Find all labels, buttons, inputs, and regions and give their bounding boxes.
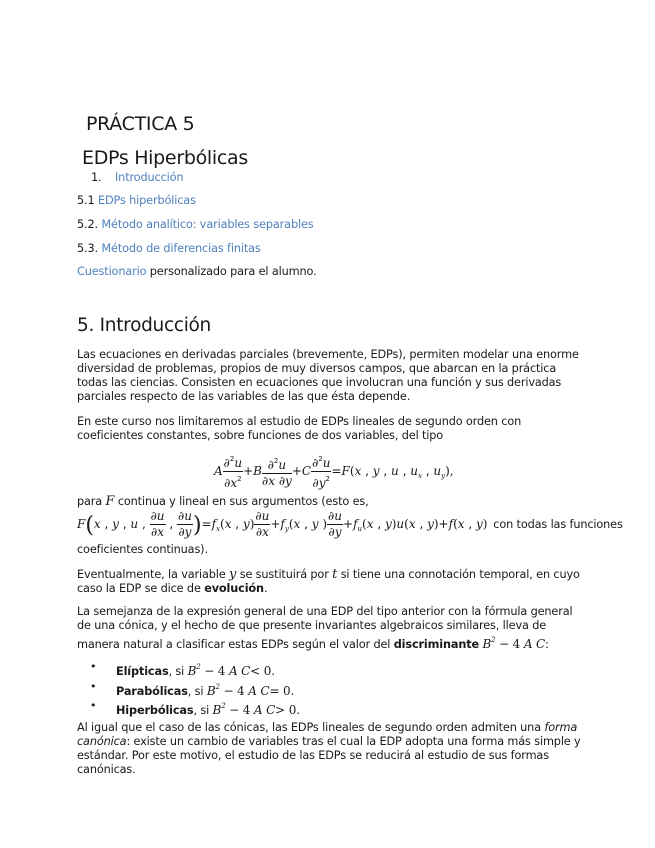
linearity-equation: F(x , y , u , $\frac{\partial u}{\partial x}$ , $\frac{\partial u}{\partial y}$ )$=f_x(x$ , y) $\frac{\partial u}{\partial x}$ $+f_y(x$ , y ) $\frac{\partial u}{\partial y}$ $+f_u(x$ , y)u(x , y)+f(x , y) con todas las funciones xyxy=(77,509,623,539)
text-edp-evolucion: la EDP se dice de xyxy=(105,582,201,595)
class-condition: < 0. xyxy=(250,664,275,678)
page-subtitle: EDPs Hiperbólicas xyxy=(82,147,248,169)
toc-item xyxy=(77,218,314,232)
bullet-icon: • xyxy=(90,699,97,712)
list-item-hiperbolicas: Hiperbólicas, si $B^2 - 4$ A C> 0. xyxy=(116,702,300,717)
toc-link-metodo-analitico[interactable]: Método analítico: variables separables xyxy=(101,218,314,231)
list-item-elipticas: Elípticas, si $B^2 - 4$ A C< 0. xyxy=(116,663,275,678)
toc-item xyxy=(77,242,261,256)
text-connotacion: si tiene una connotación temporal, en cuyo caso xyxy=(77,568,580,595)
section-heading: 5. Introducción xyxy=(77,315,211,336)
text-eventualmente: Eventualmente, la variable xyxy=(77,568,226,581)
toc-item-number: 1. xyxy=(91,171,102,184)
text-sustituira: se sustituirá por xyxy=(239,568,329,581)
toc-item xyxy=(77,194,196,208)
class-name: Parabólicas xyxy=(116,685,188,698)
text-si: , si xyxy=(168,665,185,678)
paragraph-5: La semejanza de la expresión general de una EDP del tipo anterior con la fórmula general de una cónica, y el hecho de que presente invariantes algebraicos similares, lleva de manera natural a clasificar estas EDPs según el valor del discriminante $B^2 - 4$ A C: xyxy=(77,605,573,651)
text-si: , si xyxy=(193,704,210,717)
toc-link-edps-hiperbolicas[interactable]: EDPs hiperbólicas xyxy=(97,194,196,207)
toc-link-introduccion[interactable]: Introducción xyxy=(115,171,184,184)
pde-general-equation: A $\frac{\partial^2u}{\partial x^2}$ +B $\frac{\partial^2u}{\partial x \partial y}$ +C $\frac{\partial^2u}{\partial y^2}$ =F(x , y , u , $u_x$ , $u_y$), xyxy=(214,452,454,491)
toc-item-number: 5.2. xyxy=(77,218,98,231)
class-condition: > 0. xyxy=(275,703,300,717)
class-name: Hiperbólicas xyxy=(116,704,194,717)
paragraph-6 xyxy=(77,721,582,777)
paragraph-3-line-1: para F continua y lineal en sus argumentos (esto es, xyxy=(77,494,369,509)
paragraph-4: Eventualmente, la variable y se sustituirá por t si tiene una connotación temporal, en cuyo caso la EDP se dice de evolución. xyxy=(77,567,580,595)
quiz-text: personalizado para el alumno. xyxy=(146,265,317,278)
text-al-igual: Al igual que el caso de las cónicas, las EDPs lineales de segundo orden admiten una xyxy=(77,721,541,734)
term-evolucion: evolución xyxy=(204,582,264,595)
list-item-parabolicas: Parabólicas, si $B^2 - 4$ A C= 0. xyxy=(116,683,295,698)
text-continua: continua y lineal en sus argumentos (esto es, xyxy=(117,495,369,508)
text-para: para xyxy=(77,495,103,508)
class-name: Elípticas xyxy=(116,665,169,678)
text-semejanza: La semejanza de la expresión general de una EDP del tipo anterior con la fórmula general de una cónica, y el hecho de que presente invariantes algebraicos similares, lleva de manera natural a clasificar estas EDPs según el valor del xyxy=(77,605,573,651)
paragraph-2: En este curso nos limitaremos al estudio de EDPs lineales de segundo orden con coeficientes constantes, sobre funciones de dos variables, del tipo xyxy=(77,415,522,442)
term-discriminante: discriminante xyxy=(393,638,480,651)
class-condition: = 0. xyxy=(269,684,295,698)
quiz-link[interactable]: Cuestionario xyxy=(77,265,147,278)
text-cambio-variables: : existe un cambio de variables tras el cual la EDP adopta una forma más simple y estándar. Por este motivo, el estudio de las EDPs se reducirá al estudio de sus formas canónicas. xyxy=(77,735,581,776)
bullet-icon: • xyxy=(90,660,97,673)
paragraph-3-line-3: coeficientes continuas). xyxy=(77,543,208,556)
term-forma-canonica: forma canónica xyxy=(77,721,578,748)
text-si: , si xyxy=(187,685,204,698)
page-title: PRÁCTICA 5 xyxy=(86,113,195,135)
paragraph-1: Las ecuaciones en derivadas parciales (brevemente, EDPs), permiten modelar una enorme diversidad de problemas, propios de muy diversos campos, que abarcan en la práctica todas las ciencias. Consisten en ecuaciones que involucran una función y sus derivadas parciales respecto de las variables de las que ésta depende. xyxy=(77,348,579,403)
text-con-todas: con todas las funciones xyxy=(493,518,623,531)
quiz-line xyxy=(77,265,317,279)
toc-link-diferencias-finitas[interactable]: Método de diferencias finitas xyxy=(101,242,261,255)
bullet-icon: • xyxy=(90,680,97,693)
toc-item-number: 5.1 xyxy=(77,194,95,207)
toc-item-number: 5.3. xyxy=(77,242,98,255)
